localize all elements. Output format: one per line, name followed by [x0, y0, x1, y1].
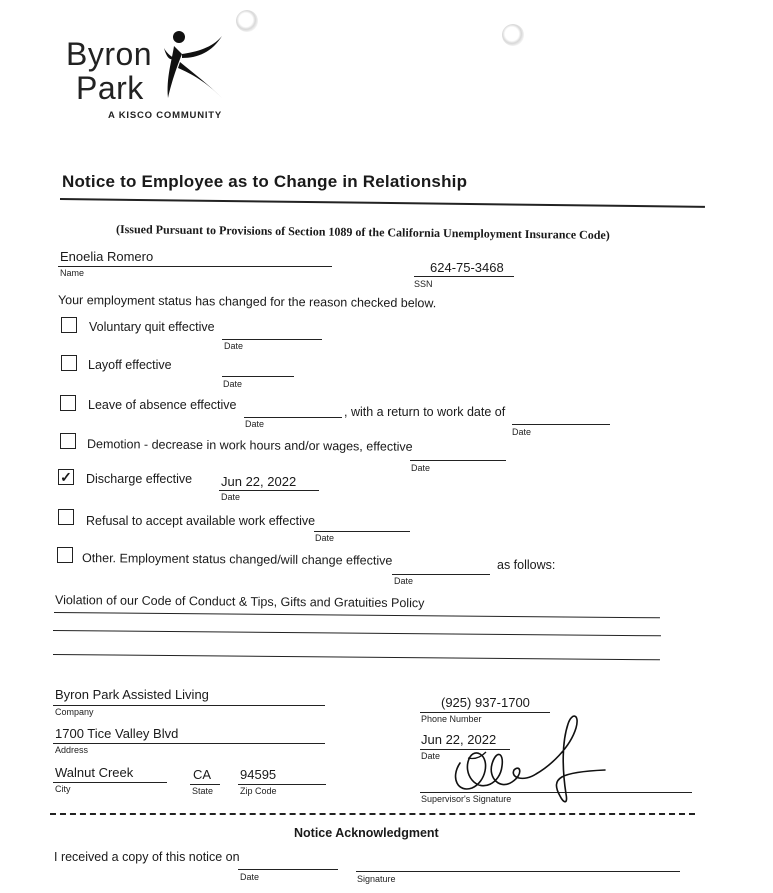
- voluntary-date-label: Date: [224, 341, 244, 351]
- name-line: [58, 266, 332, 267]
- discharge-date-value[interactable]: Jun 22, 2022: [221, 474, 297, 489]
- discharge-label: Discharge effective: [86, 472, 193, 486]
- voluntary-date-line[interactable]: [222, 339, 322, 340]
- other-label: Other. Employment status changed/will change effective: [81, 551, 393, 568]
- other-checkbox[interactable]: [57, 547, 73, 563]
- company-city[interactable]: Walnut Creek: [55, 765, 134, 780]
- leave-date-line[interactable]: [244, 417, 342, 418]
- acknowledgment-text: I received a copy of this notice on: [54, 850, 240, 864]
- ack-signature-line[interactable]: [356, 871, 680, 872]
- company-state[interactable]: CA: [193, 767, 212, 782]
- ssn-line: [414, 276, 514, 277]
- ack-date-label: Date: [240, 872, 260, 882]
- demotion-date-label: Date: [411, 463, 431, 473]
- company-label: Company: [55, 707, 94, 717]
- page-title: Notice to Employee as to Change in Relationship: [62, 172, 468, 191]
- voluntary-quit-label: Voluntary quit effective: [89, 320, 215, 334]
- layoff-date-line[interactable]: [222, 376, 294, 377]
- zip-label: Zip Code: [240, 786, 277, 796]
- supervisor-date-label: Date: [421, 751, 441, 761]
- ack-signature-label: Signature: [357, 874, 396, 884]
- other-date-line[interactable]: [392, 574, 490, 575]
- company-name[interactable]: Byron Park Assisted Living: [55, 687, 209, 702]
- punch-hole: [502, 24, 524, 46]
- ack-date-line[interactable]: [238, 869, 338, 870]
- supervisor-signature: [440, 708, 620, 808]
- layoff-checkbox[interactable]: [61, 355, 77, 371]
- employee-ssn[interactable]: 624-75-3468: [430, 260, 504, 275]
- company-zip[interactable]: 94595: [240, 767, 277, 782]
- reason-line-2: [53, 630, 661, 636]
- company-line: [53, 705, 325, 706]
- acknowledgment-heading: Notice Acknowledgment: [294, 826, 439, 840]
- refusal-date-label: Date: [315, 533, 335, 543]
- refusal-label: Refusal to accept available work effective: [86, 514, 316, 528]
- company-address[interactable]: 1700 Tice Valley Blvd: [55, 726, 179, 741]
- title-rule: [60, 198, 705, 208]
- cut-line: [50, 813, 695, 815]
- subtitle: (Issued Pursuant to Provisions of Section 1089 of the California Unemployment Insurance Code): [115, 222, 610, 243]
- reason-line-3: [53, 654, 660, 660]
- voluntary-quit-checkbox[interactable]: [61, 317, 77, 333]
- address-line: [53, 743, 325, 744]
- employee-name[interactable]: Enoelia Romero: [60, 249, 154, 264]
- punch-hole: [236, 10, 258, 32]
- refusal-checkbox[interactable]: [58, 509, 74, 525]
- discharge-checkbox[interactable]: ✓: [58, 469, 74, 485]
- other-as-follows: as follows:: [497, 558, 556, 572]
- discharge-date-label: Date: [221, 492, 241, 502]
- demotion-checkbox[interactable]: [60, 433, 76, 449]
- logo-tagline: A KISCO COMMUNITY: [108, 110, 223, 121]
- demotion-label: Demotion - decrease in work hours and/or wages, effective: [86, 437, 413, 454]
- leave-return-label: , with a return to work date of: [344, 405, 506, 419]
- layoff-date-label: Date: [223, 379, 243, 389]
- address-label: Address: [55, 745, 89, 755]
- zip-line: [238, 784, 326, 785]
- reason-line-1: [54, 612, 660, 618]
- supervisor-date[interactable]: Jun 22, 2022: [421, 732, 497, 747]
- logo-park: Park: [76, 70, 144, 106]
- other-date-label: Date: [394, 576, 414, 586]
- discharge-date-line: [219, 490, 319, 491]
- logo-figure-icon: [152, 28, 232, 108]
- layoff-label: Layoff effective: [88, 358, 172, 372]
- refusal-date-line[interactable]: [314, 531, 410, 532]
- leave-checkbox[interactable]: [60, 395, 76, 411]
- return-date-line[interactable]: [512, 424, 610, 425]
- city-line: [53, 782, 167, 783]
- leave-label: Leave of absence effective: [88, 398, 237, 412]
- state-line: [190, 784, 220, 785]
- demotion-date-line[interactable]: [410, 460, 506, 461]
- leave-date-label: Date: [245, 419, 265, 429]
- supervisor-phone[interactable]: (925) 937-1700: [441, 695, 530, 710]
- intro-text: Your employment status has changed for the reason checked below.: [57, 293, 437, 311]
- ssn-label: SSN: [414, 279, 433, 289]
- city-label: City: [55, 784, 71, 794]
- reason-text[interactable]: Violation of our Code of Conduct & Tips, Gifts and Gratuities Policy: [54, 593, 425, 611]
- name-label: Name: [60, 268, 85, 278]
- state-label: State: [192, 786, 214, 796]
- phone-label: Phone Number: [421, 714, 482, 724]
- return-date-label: Date: [512, 427, 532, 437]
- logo-byron: Byron: [66, 36, 153, 72]
- signature-label: Supervisor's Signature: [421, 794, 512, 804]
